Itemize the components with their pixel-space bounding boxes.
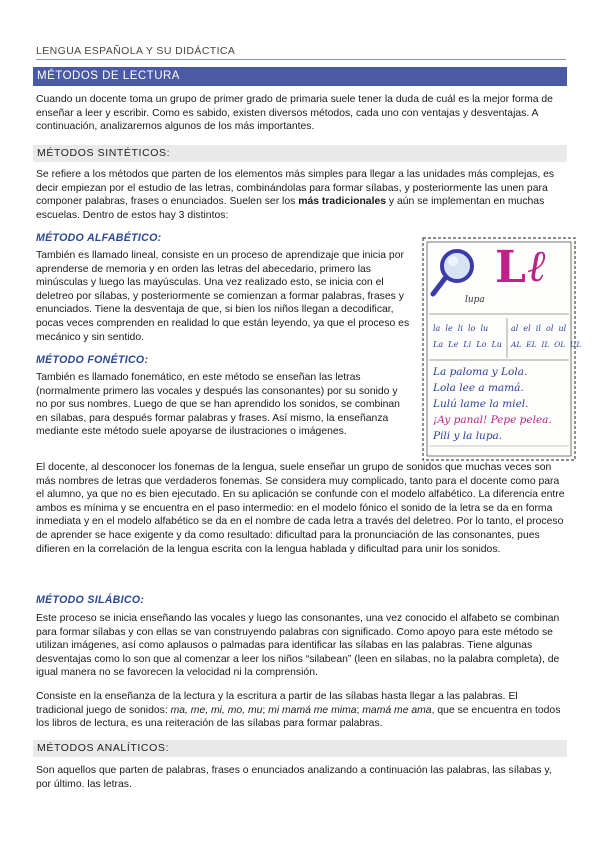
reading-line-1: La paloma y Lola. — [433, 366, 528, 378]
intro-paragraph: Cuando un docente toma un grupo de primer grado de primaria suele tener la duda de cuál es la mejor forma de enseñar a leer y escribir. Como es sabido, existen diversos métodos, cada uno con ventajas y desventajas. A continuación, analizaremos algunos de los más importantes. — [36, 94, 553, 133]
document-header: LENGUA ESPAÑOLA Y SU DIDÁCTICA — [36, 45, 566, 60]
syllables-lower: la le li lo lu — [433, 324, 489, 333]
silabico-example-3: mamá me ama — [362, 704, 432, 716]
reading-line-4: ¡Ay panal! Pepe pelea. — [433, 414, 552, 426]
big-letter-L: L — [495, 242, 526, 293]
section-title-bar: MÉTODOS DE LECTURA — [33, 67, 567, 86]
syllables-upper: La Le Li Lo Lu — [433, 340, 502, 349]
subsection-sinteticos: MÉTODOS SINTÉTICOS: — [33, 145, 567, 162]
method-silabico-title: MÉTODO SILÁBICO: — [36, 594, 145, 606]
silabico-example-2: mi mamá me mima — [268, 704, 357, 716]
reading-card-illustration — [421, 236, 582, 462]
silabico-text2-b: ; — [262, 704, 269, 716]
silabico-paragraph: Este proceso se inicia enseñando las vocales y luego las consonantes, una vez conocido el alfabeto se combinan para formar sílabas y con ellas se van construyendo palabras con significado. Como apoyo para este método se utilizan imágenes, así como aplausos o palmadas para identificar las sílabas en las palabras. Tiene algunas desventajas como lo son que al comenzar a leer los niños “silabean” (leen en sílabas, no la palabra completa), de igual manera no se favorecen la velocidad ni la comprensión. — [36, 613, 560, 679]
fonetico-paragraph: También es llamado fonemático, en este método se enseñan las letras (normalmente primero las vocales y después las consonantes) por su sonido y no por sus nombres. Luego de que se han aprendido los sonidos, se combinan en sílabas, para después formar palabras y frases. Así mismo, la enseñanza mediante este método suele apoyarse de ilustraciones o imágenes. — [36, 372, 400, 438]
sinteticos-text-a: Se refiere a los métodos que parten de los elementos más simples para llegar a las unidades más complejas, es decir empiezan por el estudio de las letras, combinándolas para formar sílabas, y posteriormente las unen para componer palabras, frases o enunciados. Suelen ser los — [36, 169, 555, 208]
syllables-inverse-lower: al el il ol ul — [511, 324, 567, 333]
reading-line-3: Lulú lame la miel. — [433, 398, 529, 410]
caption-lupa: lupa — [465, 295, 485, 305]
sinteticos-text-b: y aún se implementan en muchas escuelas. Dentro de estos hay 3 distintos: — [36, 196, 545, 221]
silabico-text2-a: Consiste en la enseñanza de la lectura y la escritura a partir de las sílabas hasta llegar a las palabras. El tradicional juego de sonidos: — [36, 691, 518, 716]
syllables-inverse-upper: AL EL IL OL UL — [511, 340, 582, 349]
sinteticos-paragraph — [36, 168, 564, 222]
reading-line-5: Pili y la lupa. — [433, 430, 503, 442]
sinteticos-bold: más tradicionales — [298, 196, 387, 208]
reading-line-2: Lola lee a mamá. — [433, 382, 524, 394]
alfabetico-paragraph: También es llamado lineal, consiste en un proceso de aprendizaje que inicia por aprenderse de memoria y en orden las letras del abecedario, primero las minúsculas y luego las mayúsculas. Una vez realizado esto, se inicia con el deletreo por sílabas, y posteriormente se comienzan a formar palabras, frases y enunciados. Tiene la desventaja de que, si bien los niños llegan a decodificar, pocas veces comprenden en realidad lo que están leyendo, ya que el proceso es mecánico y sin sentido. — [36, 250, 410, 343]
silabico-paragraph-2 — [36, 690, 566, 731]
silabico-text2-c: ; — [356, 704, 363, 716]
big-letter-script-l: ℓ — [527, 241, 546, 292]
analiticos-paragraph: Son aquellos que parten de palabras, frases o enunciados analizando a continuación las palabras, las sílabas y, por último. las letras. — [36, 765, 552, 790]
silabico-text2-d: , que se encuentra en todos los libros de lectura, es una reiteración de las sílabas para formar palabras. — [36, 704, 561, 730]
method-fonetico-title: MÉTODO FONÉTICO: — [36, 354, 149, 366]
magnifying-glass-icon — [433, 251, 472, 294]
subsection-analiticos: MÉTODOS ANALÍTICOS: — [33, 740, 567, 757]
silabico-example-1: ma, me, mi, mo, mu — [170, 704, 263, 716]
method-alfabetico-title: MÉTODO ALFABÉTICO: — [36, 232, 162, 244]
fonetico-paragraph-2: El docente, al desconocer los fonemas de la lengua, suele enseñar un grupo de sonidos que muchas veces son más nombres de letras que verdaderos fonemas. Se considera muy complicado, tanto para el docente como para el alumno, ya que no es bien ejecutado. En su aplicación se confunde con el modelo alfabético. La diferencia entre ambos es mínima y se encuentra en el paso intermedio: en el modelo fónico el sonido de la letra se da en forma inmediata y en el modelo alfabético se da en el nombre de cada letra a través del deletreo. Por lo tanto, el proceso de aprender se hace exigente y da como resultado: dificultad para la pronunciación de las consonantes, pues difieren en la correlación de la lengua escrita con la lengua hablada y dificultad para unir los sonidos. — [36, 462, 565, 555]
